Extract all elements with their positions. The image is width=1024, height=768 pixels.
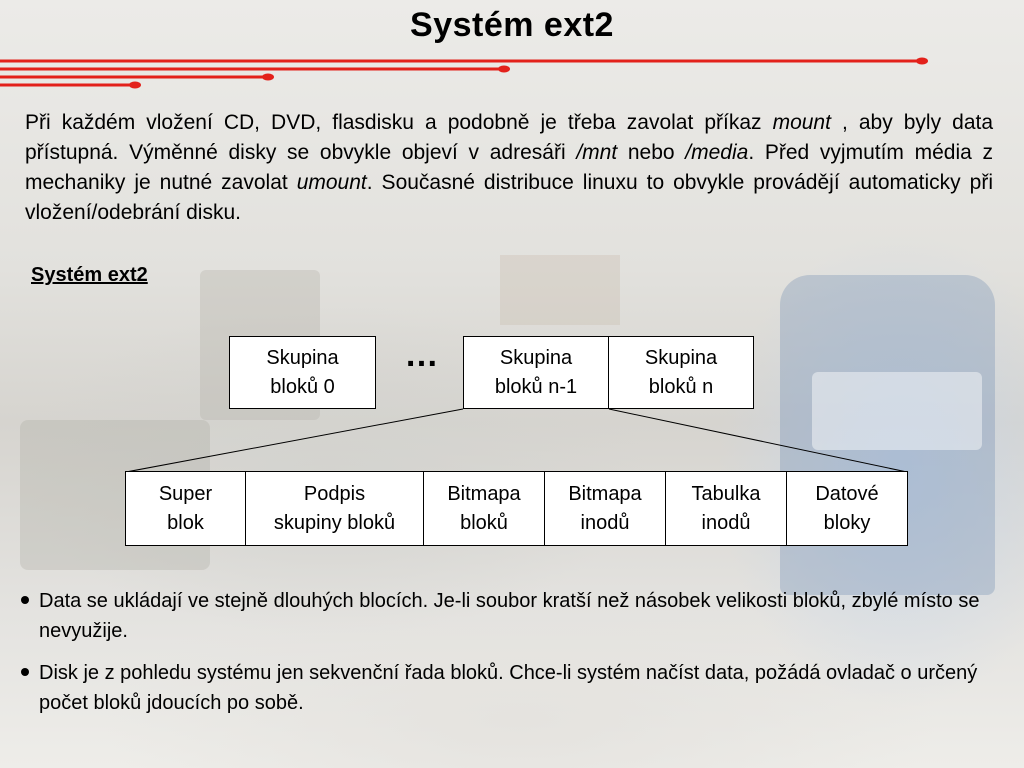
- section-heading: Systém ext2: [31, 264, 148, 286]
- bullet-list: [18, 586, 1008, 730]
- path-media: /media: [685, 141, 749, 164]
- bullet-dot-icon: [21, 668, 29, 676]
- command-mount: mount: [772, 111, 831, 134]
- bullet-dot-icon: [21, 596, 29, 604]
- intro-paragraph: Při každém vložení CD, DVD, flasdisku a podobně je třeba zavolat příkaz mount , aby byly data přístupná. Výměnné disky se obvykle objeví v adresáři /mnt nebo /media. Před vyjmutím média z mechaniky je nutné zavolat umount. Současné distribuce linuxu to obvykle provádějí automaticky při vložení/odebrání disku.: [25, 111, 994, 224]
- part-data-blocks: Datové bloky: [786, 471, 908, 546]
- bullet-item: Data se ukládají ve stejně dlouhých blocích. Je-li soubor kratší než násobek velikosti bloků, zbylé místo se nevyužije.: [18, 586, 1008, 646]
- path-mnt: /mnt: [576, 141, 618, 164]
- part-block-bitmap: Bitmapa bloků: [423, 471, 545, 546]
- block-group-0: Skupina bloků 0: [229, 336, 376, 409]
- part-inode-table: Tabulka inodů: [665, 471, 787, 546]
- page-title: Systém ext2: [410, 6, 614, 44]
- part-inode-bitmap: Bitmapa inodů: [544, 471, 666, 546]
- ellipsis: …: [404, 336, 442, 374]
- block-group-n: Skupina bloků n: [608, 336, 754, 409]
- bullet-item: Disk je z pohledu systému jen sekvenční řada bloků. Chce-li systém načíst data, požádá ovladač o určený počet bloků jdoucích po sobě.: [18, 658, 1008, 718]
- part-superblock: Super blok: [125, 471, 246, 546]
- command-umount: umount: [296, 171, 367, 194]
- part-group-descriptor: Podpis skupiny bloků: [245, 471, 424, 546]
- block-group-n-1: Skupina bloků n-1: [463, 336, 609, 409]
